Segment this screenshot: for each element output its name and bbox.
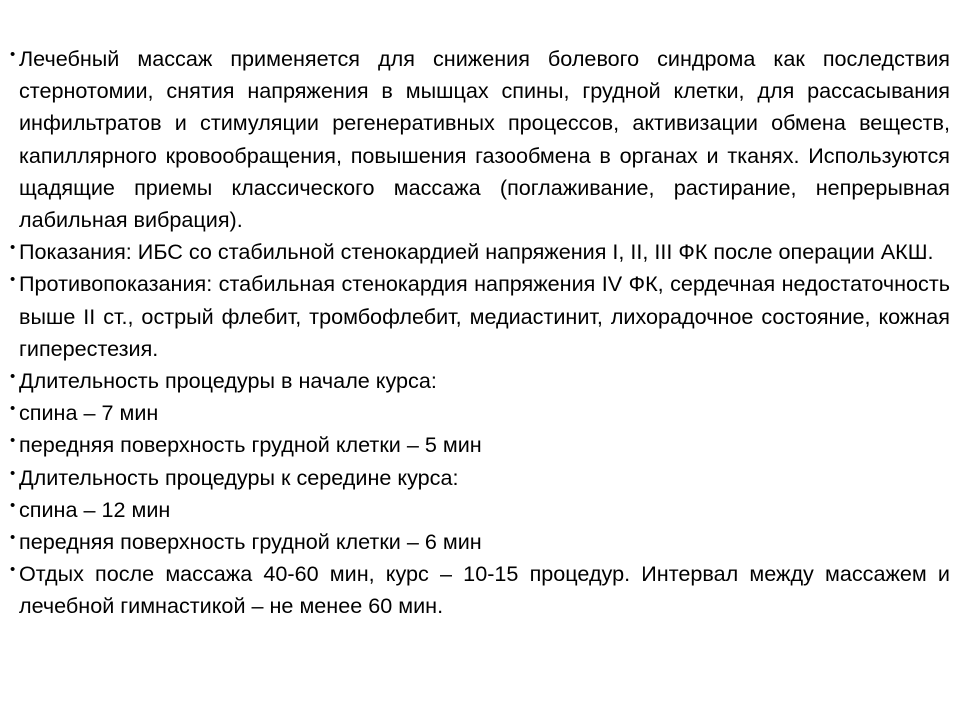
- bullet-item-duration-start: [10, 365, 950, 397]
- bullet-marker: •: [10, 271, 16, 289]
- bullet-marker: •: [10, 368, 16, 386]
- bullet-text: Показания: ИБС со стабильной стенокардией напряжения I, II, III ФК после операции АКШ.: [19, 239, 934, 265]
- bullet-marker: •: [10, 464, 16, 482]
- bullet-marker: •: [10, 529, 16, 547]
- bullet-marker: •: [10, 496, 16, 514]
- bullet-item-massage-purpose: [10, 43, 950, 236]
- bullet-item-back-start: [10, 397, 950, 429]
- bullet-item-contraindications: [10, 268, 950, 365]
- bullet-text: Лечебный массаж применяется для снижения болевого синдрома как последствия стернотомии, снятия напряжения в мышцах спины, грудной клетки, для рассасывания инфильтратов и стимуляции регенеративных процессов, активизации обмена веществ, капиллярного кровообращения, повышения газообмена в органах и тканях. Используются щадящие приемы классического массажа (поглаживание, растирание, непрерывная лабильная вибрация).: [19, 46, 950, 233]
- bullet-text: Длительность процедуры в начале курса:: [19, 368, 437, 394]
- bullet-list: [10, 43, 950, 623]
- bullet-item-indications: [10, 236, 950, 268]
- bullet-marker: •: [10, 239, 16, 257]
- bullet-item-duration-mid: [10, 462, 950, 494]
- bullet-item-rest-interval: [10, 558, 950, 622]
- bullet-text: Длительность процедуры к середине курса:: [19, 464, 459, 490]
- bullet-marker: •: [10, 400, 16, 418]
- bullet-text: спина – 12 мин: [19, 496, 171, 522]
- bullet-text: Отдых после массажа 40-60 мин, курс – 10-15 процедур. Интервал между массажем и лечебной гимнастикой – не менее 60 мин.: [19, 561, 950, 619]
- bullet-marker: •: [10, 432, 16, 450]
- bullet-text: спина – 7 мин: [19, 400, 159, 426]
- bullet-text: передняя поверхность грудной клетки – 5 мин: [19, 432, 482, 458]
- bullet-item-chest-mid: [10, 526, 950, 558]
- bullet-marker: •: [10, 46, 16, 63]
- bullet-item-back-mid: [10, 494, 950, 526]
- bullet-item-chest-start: [10, 429, 950, 461]
- bullet-text: передняя поверхность грудной клетки – 6 мин: [19, 529, 482, 555]
- bullet-text: Противопоказания: стабильная стенокардия напряжения IV ФК, сердечная недостаточность выше II ст., острый флебит, тромбофлебит, медиастинит, лихорадочное состояние, кожная гиперестезия.: [19, 271, 950, 361]
- bullet-marker: •: [10, 561, 16, 579]
